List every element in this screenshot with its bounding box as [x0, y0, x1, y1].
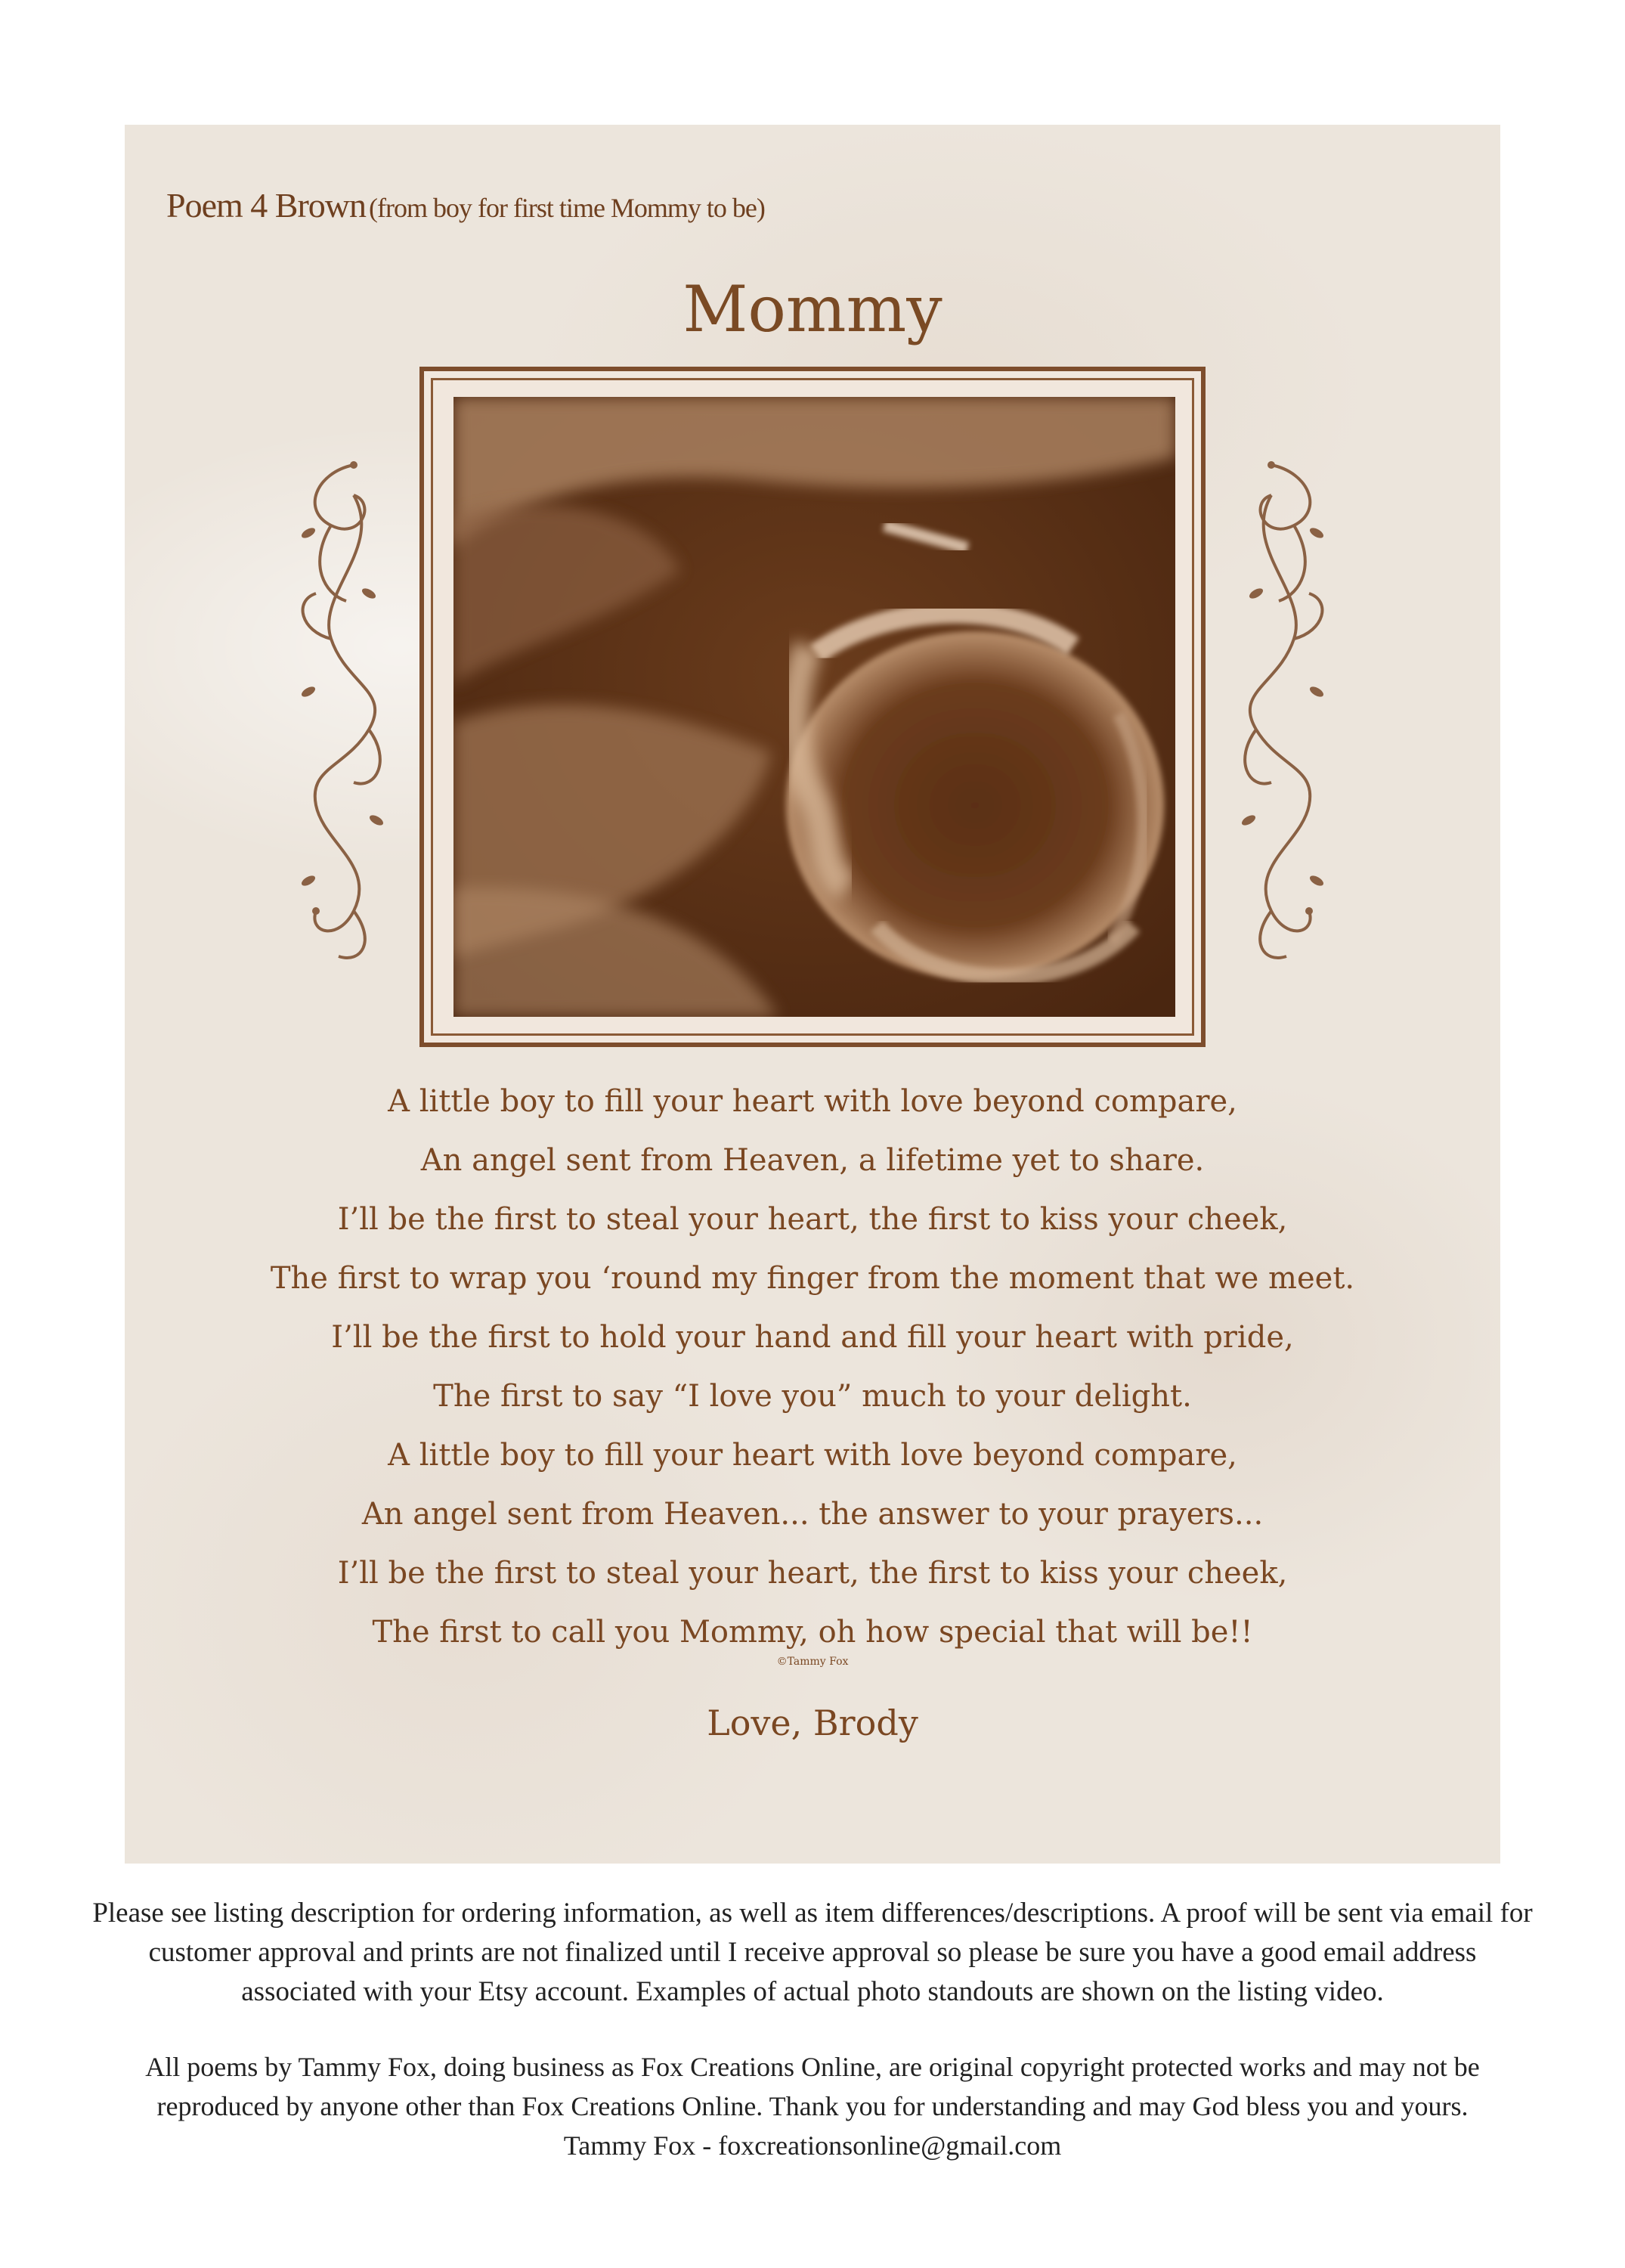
poem-title: Mommy — [682, 272, 942, 346]
ultrasound-photo — [453, 397, 1175, 1017]
poem-number: Poem 4 Brown — [166, 186, 366, 225]
poem-line: A little boy to fill your heart with love beyond compare, — [388, 1438, 1237, 1473]
credits-block — [113, 2047, 1512, 2165]
poem-line: A little boy to fill your heart with love beyond compare, — [388, 1084, 1237, 1119]
credits-contact: Tammy Fox - foxcreationsonline@gmail.com — [563, 2130, 1062, 2161]
signoff: Love, Brody — [707, 1703, 918, 1743]
poem-line: An angel sent from Heaven, a lifetime yet to share. — [420, 1143, 1205, 1178]
poem-body — [0, 1072, 1625, 1662]
poem-line: I’ll be the first to steal your heart, the first to kiss your cheek, — [337, 1556, 1288, 1591]
right-flourish-ornament — [1226, 442, 1339, 971]
poem-line: An angel sent from Heaven... the answer to your prayers... — [361, 1497, 1264, 1532]
credits-copyright-text: All poems by Tammy Fox, doing business as Fox Creations Online, are original copyright protected works and may not be reproduced by anyone other than Fox Creations Online. Thank you for understanding and may God bless you and yours. — [145, 2052, 1480, 2121]
poem-line: The first to call you Mommy, oh how special that will be!! — [372, 1615, 1253, 1650]
poem-line: I’ll be the first to steal your heart, the first to kiss your cheek, — [337, 1202, 1288, 1237]
poem-line: The first to say “I love you” much to your delight. — [433, 1379, 1192, 1414]
left-flourish-ornament — [286, 442, 399, 971]
poem-identifier — [166, 185, 765, 225]
poem-description: (from boy for first time Mommy to be) — [369, 193, 765, 223]
poem-line: The first to wrap you ‘round my finger from the moment that we meet. — [270, 1261, 1355, 1296]
poem-line: I’ll be the first to hold your hand and fill your heart with pride, — [331, 1320, 1294, 1355]
copyright-notice: ©Tammy Fox — [776, 1656, 849, 1668]
ordering-info: Please see listing description for ordering information, as well as item differences/descriptions. A proof will be sent via email for customer approval and prints are not finalized until I receive approval so please be sure you have a good email address associated with your Etsy account. Examples of actual photo standouts are shown on the listing video. — [92, 1898, 1533, 2007]
